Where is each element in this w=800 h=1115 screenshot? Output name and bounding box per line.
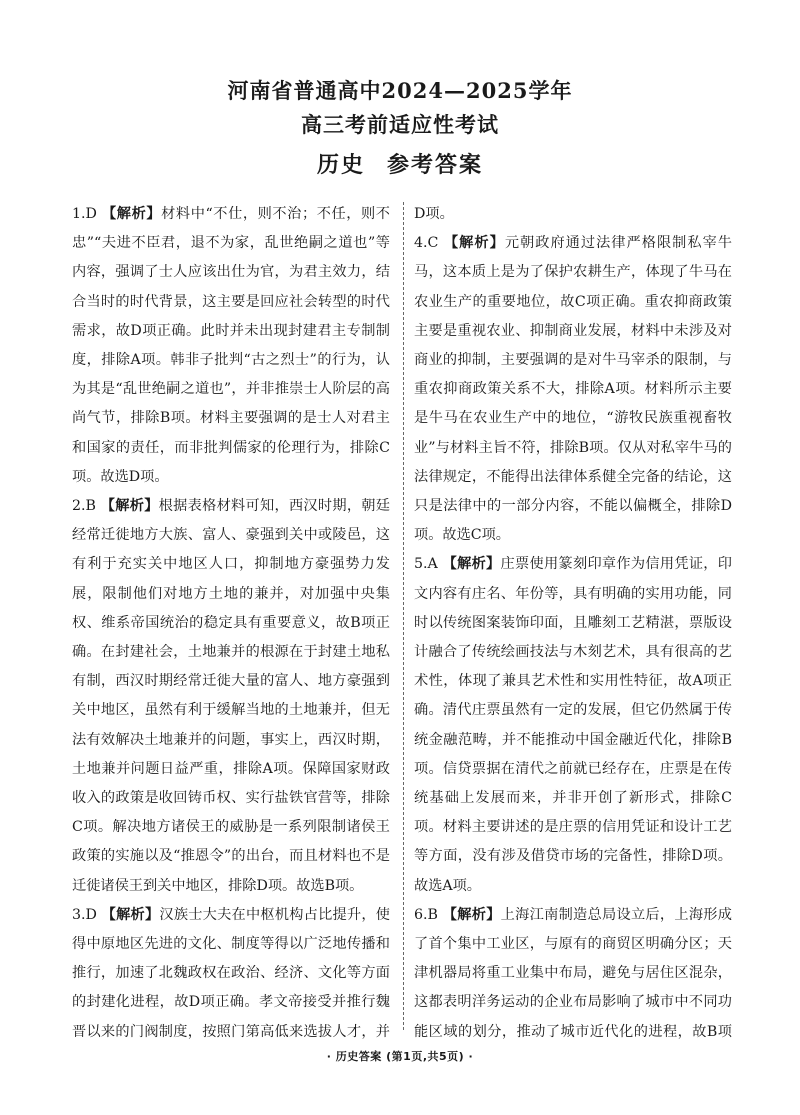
answer-number: 6.B xyxy=(414,906,438,923)
answer-item-3 xyxy=(72,901,390,1042)
answer-item-3-continued xyxy=(414,200,732,229)
answer-number: 2.B xyxy=(72,498,96,515)
subject-name: 历史 xyxy=(316,153,365,178)
page-header xyxy=(0,76,800,182)
answer-text: 根据表格材料可知，西汉时期，朝廷经常迁徙地方大族、富人、豪强到关中或陵邑，这有利于充实关中地区人口，抑制地方豪强势力发展，限制他们对地方土地的兼并，对加强中央集权、维系帝国统治的稳定具有重要意义，故B项正确。在封建社会，土地兼并的根源在于封建土地私有制，西汉时期经常迁徙大量的富人、地方豪强到关中地区，虽然有利于缓解当地的土地兼并，但无法有效解决土地兼并的问题，事实上，西汉时期，土地兼并问题日益严重，排除A项。保障国家财政收入的政策是收回铸币权、实行盐铁官营等，排除C项。解决地方诸侯王的威胁是一系列限制诸侯王政策的实施以及“推恩令”的出台，而且材料也不是迁徙诸侯王到关中地区，排除D项。故选B项。 xyxy=(72,498,390,894)
answer-item-4 xyxy=(414,229,732,550)
page-footer: · 历史答案 (第1页,共5页) · xyxy=(326,1050,474,1063)
right-column xyxy=(414,200,732,1042)
answer-number: 1.D xyxy=(72,206,97,222)
answer-text: 材料中“不仕，则不治；不任，则不忠”“夫进不臣君，退不为家，乱世绝嗣之道也”等内容，强调了士人应该出仕为官，为君主效力，结合当时的时代背景，这主要是回应社会转型的时代需求，故D项正确。此时并未出现封建君主专制制度，排除A项。韩非子批判“古之烈士”的行为，认为其是“乱世绝嗣之道也”，并非推崇士人阶层的高尚气节，排除B项。材料主要强调的是士人对君主和国家的责任，而非批判儒家的伦理行为，排除C项。故选D项。 xyxy=(72,206,390,485)
analysis-tag: 【解析】 xyxy=(442,556,501,573)
answer-number: 3.D xyxy=(72,906,97,923)
answer-text: 元朝政府通过法律严格限制私宰牛马，这本质上是为了保护农耕生产，体现了牛马在农业生产的重要地位，故C项正确。重农抑商政策主要是重视农业、抑制商业发展，材料中未涉及对商业的抑制，主要强调的是对牛马宰杀的限制，与重农抑商政策关系不大，排除A项。材料所示主要是牛马在农业生产中的地位，“游牧民族重视畜牧业”与材料主旨不符，排除B项。仅从对私宰牛马的法律规定，不能得出法律体系健全完备的结论，这只是法律中的一部分内容，不能以偏概全，排除D项。故选C项。 xyxy=(414,235,732,544)
answer-number: 5.A xyxy=(414,556,438,573)
column-divider xyxy=(403,202,404,1030)
answer-item-6 xyxy=(414,901,732,1042)
answer-text: 庄票使用篆刻印章作为信用凭证，印文内容有庄名、年份等，具有明确的实用功能，同时以传统图案装饰印面，且雕刻工艺精湛，票版设计融合了传统绘画技法与木刻艺术，具有很高的艺术性，体现了兼具艺术性和实用性特征，故A项正确。清代庄票虽然有一定的发展，但它仍然属于传统金融范畴，并不能推动中国金融近代化，排除B项。信贷票据在清代之前就已经存在，庄票是在传统基础上发展而来，并非开创了新形式，排除C项。材料主要讲述的是庄票的信用凭证和设计工艺等方面，没有涉及借贷市场的完备性，排除D项。故选A项。 xyxy=(414,556,732,894)
analysis-tag: 【解析】 xyxy=(102,206,162,222)
answer-item-1 xyxy=(72,200,390,492)
answer-text: 上海江南制造总局设立后，上海形成了首个集中工业区，与原有的商贸区明确分区；天津机器局将重工业集中布局，避免与居住区混杂，这都表明洋务运动的企业布局影响了城市中不同功能区域的划分，推动了城市近代化的进程，故B项 xyxy=(414,906,732,1040)
analysis-tag: 【解析】 xyxy=(443,235,505,252)
answer-text: D项。 xyxy=(414,206,454,222)
answer-item-2 xyxy=(72,492,390,901)
subject-heading xyxy=(0,150,800,182)
answer-item-5 xyxy=(414,550,732,900)
analysis-tag: 【解析】 xyxy=(100,498,159,515)
answer-text: 汉族士大夫在中枢机构占比提升，使得中原地区先进的文化、制度等得以广泛地传播和推行，加速了北魏政权在政治、经济、文化等方面的封建化进程，故D项正确。孝文帝接受并推行魏晋以来的门阀制度，按照门第高低来选拔人才，并 xyxy=(72,906,390,1040)
doc-type: 参考答案 xyxy=(387,153,484,178)
analysis-tag: 【解析】 xyxy=(101,906,160,923)
analysis-tag: 【解析】 xyxy=(442,906,501,923)
exam-title: 河南省普通高中2024—2025学年 xyxy=(227,78,573,103)
answer-number: 4.C xyxy=(414,235,439,252)
exam-subtitle: 高三考前适应性考试 xyxy=(301,112,499,137)
left-column xyxy=(72,200,390,1042)
answer-columns xyxy=(72,200,732,1042)
